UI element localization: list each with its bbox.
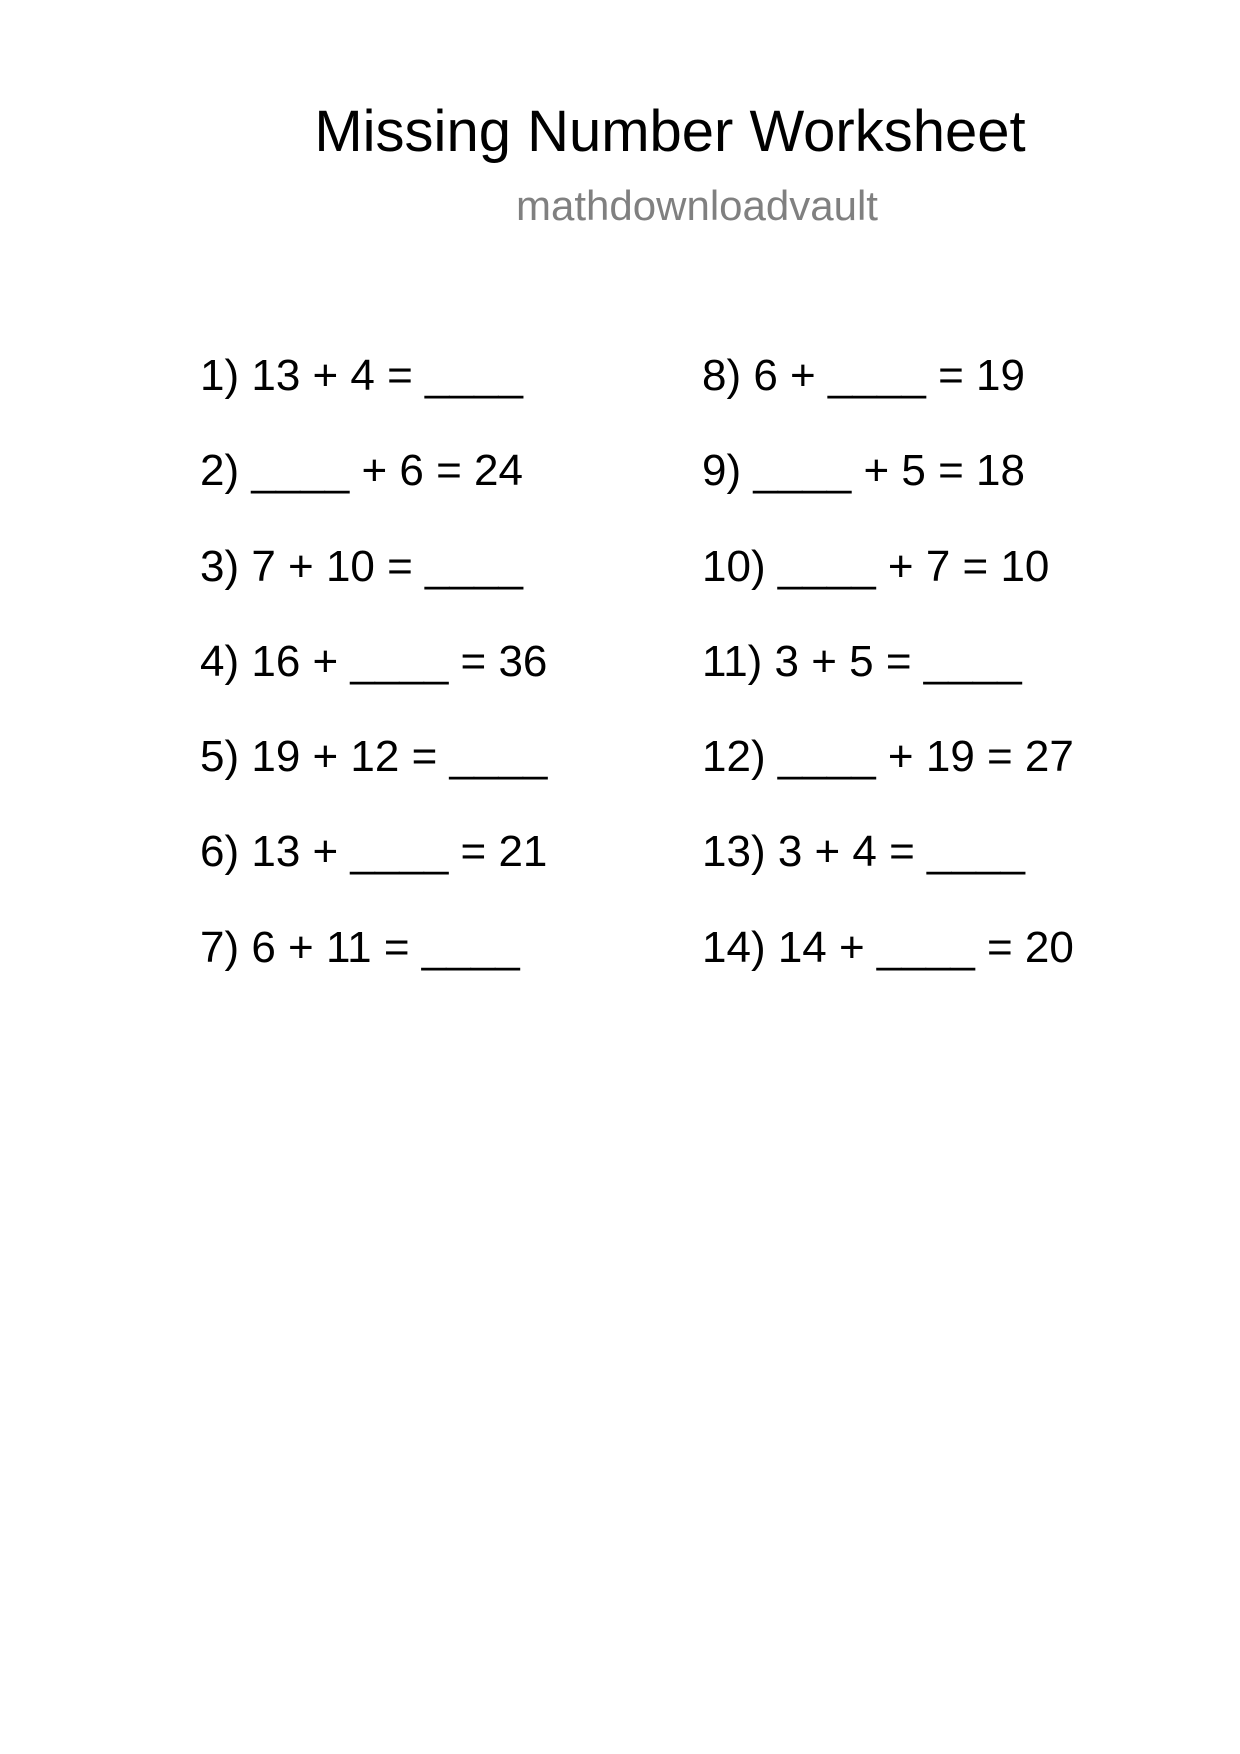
problem-10: 10) ____ + 7 = 10: [702, 541, 1050, 591]
problem-11: 11) 3 + 5 = ____: [702, 636, 1022, 686]
problem-4: 4) 16 + ____ = 36: [200, 636, 548, 686]
problem-3: 3) 7 + 10 = ____: [200, 541, 523, 591]
problem-6: 6) 13 + ____ = 21: [200, 827, 548, 877]
problem-12: 12) ____ + 19 = 27: [702, 732, 1074, 782]
problem-13: 13) 3 + 4 = ____: [702, 827, 1025, 877]
problem-9: 9) ____ + 5 = 18: [702, 446, 1025, 496]
problem-2: 2) ____ + 6 = 24: [200, 446, 523, 496]
worksheet-title: Missing Number Worksheet: [314, 99, 1026, 164]
worksheet-source: mathdownloadvault: [516, 182, 878, 229]
problem-14: 14) 14 + ____ = 20: [702, 922, 1074, 972]
problems-right-column: [702, 348, 1074, 1015]
problem-7: 7) 6 + 11 = ____: [200, 922, 520, 972]
problem-8: 8) 6 + ____ = 19: [702, 351, 1025, 400]
problem-1: 1) 13 + 4 = ____: [200, 351, 523, 400]
problem-5: 5) 19 + 12 = ____: [200, 732, 548, 782]
problems-left-column: [200, 348, 547, 1015]
